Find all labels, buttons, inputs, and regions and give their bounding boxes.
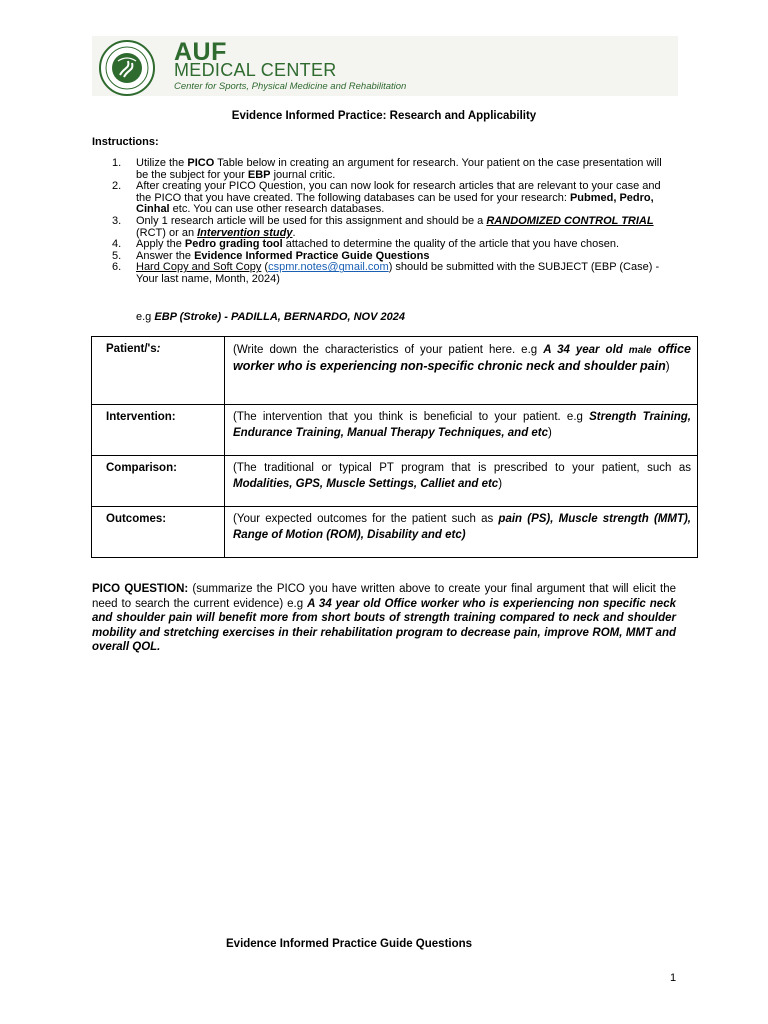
table-row <box>92 456 698 507</box>
example-subject: e.g EBP (Stroke) - PADILLA, BERNARDO, NOV 2024 <box>136 311 405 323</box>
instructions-label: Instructions: <box>92 136 159 148</box>
pico-label-patient: Patient/'s: <box>92 337 225 405</box>
pico-cell-patient: (Write down the characteristics of your patient here. e.g A 34 year old male office worker who is experiencing non-specific chronic neck and shoulder pain) <box>225 337 698 405</box>
university-seal-icon <box>98 39 156 97</box>
pico-label-comparison: Comparison: <box>92 456 225 507</box>
guide-questions-title: Evidence Informed Practice Guide Questions <box>226 938 473 950</box>
brand-tagline: Center for Sports, Physical Medicine and Rehabilitation <box>174 81 407 92</box>
list-item: 4. Apply the Pedro grading tool attached to determine the quality of the article that you have chosen. <box>112 238 620 251</box>
brand-subtitle: MEDICAL CENTER <box>174 60 337 80</box>
pico-question: PICO QUESTION: (summarize the PICO you have written above to create your final argument that will elicit the need to search the current evidence) e.g A 34 year old Office worker who is experiencing non specific neck and shoulder pain will benefit more from short bouts of strength training compared to neck and shoulder mobility and stretching exercises in their rehabilitation program to decrease pain, improve ROM, MMT and overall QOL. <box>92 583 677 653</box>
email-link[interactable]: cspmr.notes@gmail.com <box>268 261 389 274</box>
pico-cell-outcomes: (Your expected outcomes for the patient such as pain (PS), Muscle strength (MMT), Range of Motion (ROM), Disability and etc) <box>225 507 698 558</box>
table-row <box>92 507 698 558</box>
list-item: 6. Hard Copy and Soft Copy (cspmr.notes@gmail.com) should be submitted with the SUBJECT (EBP (Case) - Your last name, Month, 2024) <box>112 261 660 285</box>
list-item: 3. Only 1 research article will be used for this assignment and should be a RANDOMIZED CONTROL TRIAL (RCT) or an Intervention study. <box>112 214 654 239</box>
document-title: Evidence Informed Practice: Research and Applicability <box>231 110 537 122</box>
list-item: 5. Answer the Evidence Informed Practice Guide Questions <box>112 249 430 262</box>
table-row <box>92 405 698 456</box>
brand-name: AUF <box>174 38 227 66</box>
letterhead <box>92 36 678 96</box>
pico-cell-intervention: (The intervention that you think is beneficial to your patient. e.g Strength Training, Endurance Training, Manual Therapy Techniques, and etc) <box>225 405 698 456</box>
list-item: 2. After creating your PICO Question, you can now look for research articles that are relevant to your case and the PICO that you have created. The following databases can be used for your research: Pubmed, Pedro, Cinhal etc. You can use other research databases. <box>112 180 661 216</box>
page-number: 1 <box>670 972 677 984</box>
pico-cell-comparison: (The traditional or typical PT program that is prescribed to your patient, such as Modalities, GPS, Muscle Settings, Calliet and etc) <box>225 456 698 507</box>
pico-label-intervention: Intervention: <box>92 405 225 456</box>
list-item: 1. Utilize the PICO Table below in creating an argument for research. Your patient on the case presentation will be the subject for your EBP journal critic. <box>112 157 662 181</box>
pico-label-outcomes: Outcomes: <box>92 507 225 558</box>
instructions-list <box>92 158 662 286</box>
table-row <box>92 337 698 405</box>
pico-table <box>91 336 698 558</box>
